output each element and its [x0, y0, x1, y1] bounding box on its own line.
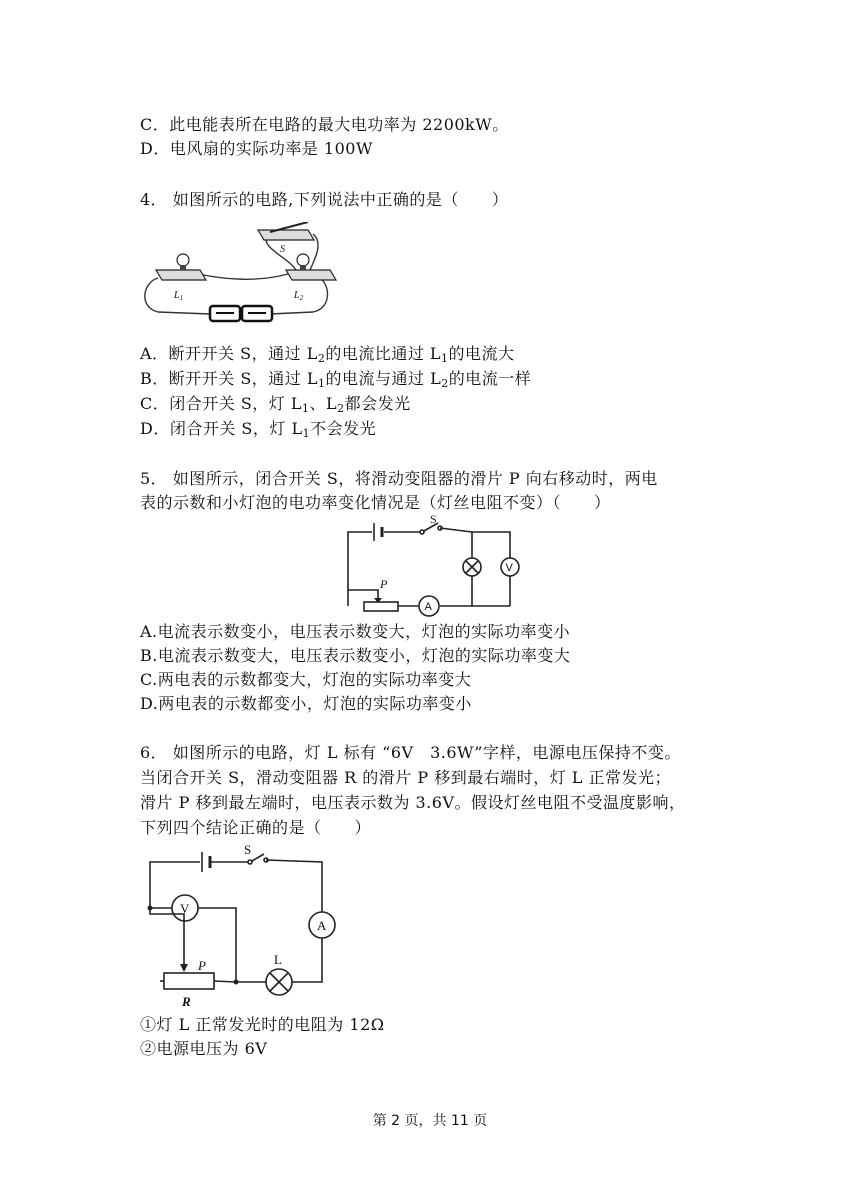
q5-stem-line2: 表的示数和小灯泡的电功率变化情况是（灯丝电阻不变）（ ） [140, 493, 611, 512]
q6-stem-line3: 滑片 P 移到最左端时，电压表示数为 3.6V。假设灯丝电阻不受温度影响， [140, 793, 686, 812]
q6-label-lamp: L [274, 952, 282, 967]
q5-label-slider: P [380, 577, 388, 591]
q4-label-switch: S [280, 244, 285, 255]
q4-option-d: D．闭合开关 S，灯 $L_1$不会发光 [140, 419, 377, 440]
page-footer: 第 2 页，共 11 页 [372, 1113, 488, 1129]
q3-option-c: C．此电能表所在电路的最大电功率为 2200kW。 [140, 115, 509, 134]
q6-label-voltmeter: V [180, 901, 190, 916]
q5-option-a: A.电流表示数变小，电压表示数变大，灯泡的实际功率变小 [140, 622, 571, 641]
q6-label-rheostat: R [182, 994, 191, 1009]
q4-label-lamp1: $L_1$ [174, 290, 184, 302]
q6-conclusion-2: ②电源电压为 6V [140, 1039, 268, 1058]
q4-circuit-figure [138, 222, 338, 328]
q6-stem-line1: 6． 如图所示的电路，灯 L 标有 “6V 3.6W”字样，电源电压保持不变。 [140, 743, 681, 762]
q4-label-lamp2: $L_2$ [294, 290, 304, 302]
q5-label-ammeter: A [424, 601, 432, 613]
q5-label-switch: S [430, 514, 437, 526]
q6-label-switch: S [244, 842, 252, 857]
q4-option-c: C．闭合开关 S，灯 $L_1$、$L_2$都会发光 [140, 394, 411, 415]
q5-option-c: C.两电表的示数都变大，灯泡的实际功率变大 [140, 670, 472, 689]
q5-label-voltmeter: V [505, 562, 513, 574]
q6-stem-line2: 当闭合开关 S，滑动变阻器 R 的滑片 P 移到最右端时，灯 L 正常发光； [140, 768, 672, 787]
q5-option-d: D.两电表的示数都变小，灯泡的实际功率变小 [140, 694, 472, 713]
q6-conclusion-1: ①灯 L 正常发光时的电阻为 12Ω [140, 1015, 385, 1034]
q3-option-d: D．电风扇的实际功率是 100W [140, 139, 373, 158]
q6-label-slider: P [198, 958, 206, 973]
q5-option-b: B.电流表示数变大，电压表示数变小，灯泡的实际功率变大 [140, 646, 571, 665]
q4-option-b: B．断开开关 S，通过 $L_1$的电流与通过 $L_2$的电流一样 [140, 369, 532, 390]
q5-stem-line1: 5． 如图所示，闭合开关 S，将滑动变阻器的滑片 P 向右移动时，两电 [140, 469, 658, 488]
q4-option-a: A．断开开关 S，通过 $L_2$的电流比通过 $L_1$的电流大 [140, 344, 515, 365]
q4-stem: 4． 如图所示的电路,下列说法中正确的是（ ） [140, 190, 509, 209]
q6-label-ammeter: A [317, 918, 327, 933]
q5-circuit-figure [340, 514, 525, 618]
q6-circuit-figure [140, 840, 340, 1012]
q6-stem-line4: 下列四个结论正确的是（ ） [140, 818, 372, 837]
